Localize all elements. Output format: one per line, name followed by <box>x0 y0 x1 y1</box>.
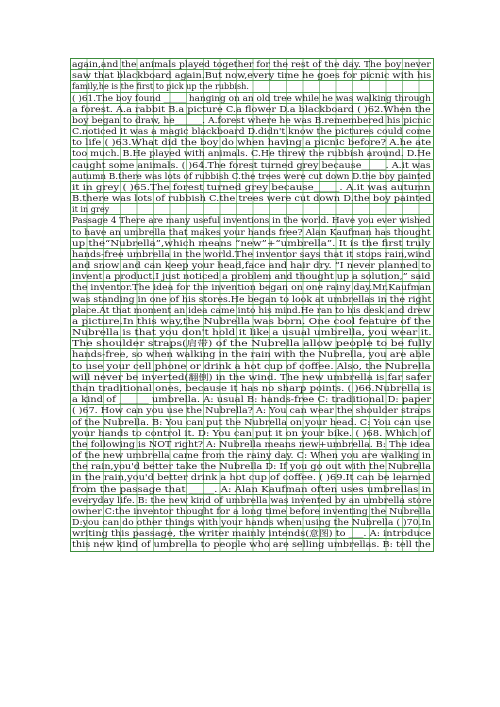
text-line <box>71 160 433 171</box>
text-line <box>71 215 433 226</box>
text-line-content: Nubrella is that you don't hold it like a usual umbrella, you wear it. <box>72 327 432 338</box>
text-line <box>71 349 433 360</box>
text-line <box>71 271 433 282</box>
text-line <box>71 93 433 104</box>
text-line <box>71 461 433 472</box>
text-line-content: hands-free umbrella in the world.The inventor says that it stops rain,wind <box>72 248 431 259</box>
text-line <box>71 439 433 450</box>
text-line <box>71 171 433 182</box>
text-line-content: it in grey <box>72 204 110 215</box>
text-line <box>71 539 433 550</box>
text-line <box>71 81 433 92</box>
text-line <box>71 305 433 316</box>
text-line-content: invent a product.I just noticed a problem and thought up a solution,” said <box>72 271 431 282</box>
text-line-content: a kind of ______ umbrella. A: usual B: hands-free C: traditional D: paper <box>72 394 432 405</box>
text-line <box>71 361 433 372</box>
text-line <box>71 104 433 115</box>
text-line <box>71 204 433 215</box>
text-line-content: from the passage that _____. A: Alan Kaufman often uses umbrellas in <box>72 483 432 494</box>
text-line <box>71 126 433 137</box>
text-line-content: of the new umbrella came from the rainy day. C: When you are walking in <box>72 450 432 461</box>
text-line-content: a forest. A.a rabbit B.a picture C.a flower D.a blackboard ( )62.When the <box>72 103 431 114</box>
text-line-content: your hands to control it. D: You can put it on your bike. ( )68. Which of <box>72 427 431 438</box>
text-line <box>71 193 433 204</box>
text-line-content: family,he is the first to pick up the rubbish. <box>72 81 249 92</box>
text-line <box>71 372 433 383</box>
text-line <box>71 383 433 394</box>
text-line-content: too much. B.He played with animals. C.He threw the rubbish around. D.He <box>72 148 431 159</box>
text-line-content: B.there was lots of rubbish C.the trees were cut down D.the boy painted <box>72 193 432 204</box>
text-line <box>71 327 433 338</box>
text-line <box>71 316 433 327</box>
text-line-content: to use your cell phone or drink a hot cup of coffee. Also, the Nubrella <box>72 360 431 371</box>
text-line-content: autumn B.there was lots of rubbish C.the trees were cut down D.the boy painted <box>72 170 432 181</box>
text-line-content: this new kind of umbrella to people who are selling umbrellas. B: tell the <box>72 539 431 550</box>
text-line-content: it in grey ( )65.The forest turned grey because_____. A.it was autumn <box>72 181 431 192</box>
text-line-content: hands-free, so when walking in the rain with the Nubrella, you are able <box>72 349 431 360</box>
text-line <box>71 249 433 260</box>
text-line <box>71 282 433 293</box>
text-line-content: caught some animals. ( )64.The forest turned grey because_____. A.it was <box>72 159 431 170</box>
text-line <box>71 148 433 159</box>
text-line-content: and snow and can keep your head,face and hair dry. “I never planned to <box>72 260 432 271</box>
text-line-content: to life ( )63.What did the boy do when having a picnic before? A.he ate <box>72 137 432 148</box>
text-line-content: C.noticed it was a magic blackboard D.didn't know the pictures could come <box>72 126 431 137</box>
text-line <box>71 238 433 249</box>
text-line-content: than traditional ones, because it has no sharp points. ( )66.Nubrella is <box>72 382 432 393</box>
text-line <box>71 484 433 495</box>
text-line <box>71 294 433 305</box>
text-line-content: ( )61.The boy found _____ hanging on an old tree while he was walking through <box>72 92 431 103</box>
text-line-content: owner C:the inventor thought for a long time before inventing the Nubrella <box>72 505 431 516</box>
text-line <box>71 428 433 439</box>
text-line-content: everyday life. B: the new kind of umbrella was invented by an umbrella store <box>72 494 432 505</box>
text-line <box>71 115 433 126</box>
text-line <box>71 506 433 517</box>
text-line <box>71 417 433 428</box>
text-line-content: ( )67. How can you use the Nubrella? A: You can wear the shoulder straps <box>72 405 432 416</box>
text-line-content: Passage 4 There are many useful inventions in the world. Have you ever wished <box>72 215 431 226</box>
text-line <box>71 528 433 539</box>
text-line-content: boy began to draw, he______. A.forest where he was B.remembered his picnic <box>72 114 432 125</box>
text-line-content: place.At that moment an idea came into his mind.He ran to his desk and drew <box>72 304 431 315</box>
text-line-content: The shoulder straps(肩带) of the Nubrella allow people to be fully <box>72 338 432 349</box>
text-line <box>71 137 433 148</box>
text-line-content: D:you can do other things with your hands when using the Nubrella ( )70.In <box>72 517 432 528</box>
text-line <box>71 182 433 193</box>
text-line <box>71 405 433 416</box>
text-line-content: a picture.In this way,the Nubrella was born. One cool feature of the <box>72 315 431 326</box>
text-line-content: the inventor.The idea for the invention began on one rainy day.Mr.Kaufman <box>72 282 432 293</box>
text-line-content: in the rain,you'd better drink a hot cup of coffee. ( )69.It can be learned <box>72 472 431 483</box>
text-line <box>71 495 433 506</box>
text-line <box>71 59 433 70</box>
text-line <box>71 260 433 271</box>
text-line-content: the rain,you'd better take the Nubrella D: If you go out with the Nubrella <box>72 461 431 472</box>
text-line-content: writing this passage, the writer mainly intends(意图) to ___. A: introduce <box>72 528 432 539</box>
text-line-content: of the Nubrella. B: You can put the Nubrella on your head. C: You can use <box>72 416 432 427</box>
text-line <box>71 517 433 528</box>
text-line <box>71 227 433 238</box>
text-line-content: saw that blackboard again.But now,every time he goes for picnic with his <box>72 70 432 81</box>
text-line-content: was standing in one of his stores.He began to look at umbrellas in the right <box>72 293 432 304</box>
text-line-content: the following is NOT right? A: Nubrella means new+umbrella. B: The idea <box>72 438 431 449</box>
text-line <box>71 338 433 349</box>
text-line-content: again,and the animals played together for the rest of the day. The boy never <box>72 59 431 69</box>
text-line <box>71 70 433 81</box>
text-line <box>71 394 433 405</box>
text-line-content: up the“Nubrella”,which means “new”+“umbrella”. It is the first truly <box>72 237 431 248</box>
text-line <box>71 450 433 461</box>
text-line <box>71 472 433 483</box>
text-line-content: will never be inverted(翻倒) in the wind. The new umbrella is far safer <box>72 371 432 382</box>
exam-text-grid <box>70 58 434 552</box>
text-line-content: to have an umbrella that makes your hands free? Alan Kaufman has thought <box>72 226 431 237</box>
